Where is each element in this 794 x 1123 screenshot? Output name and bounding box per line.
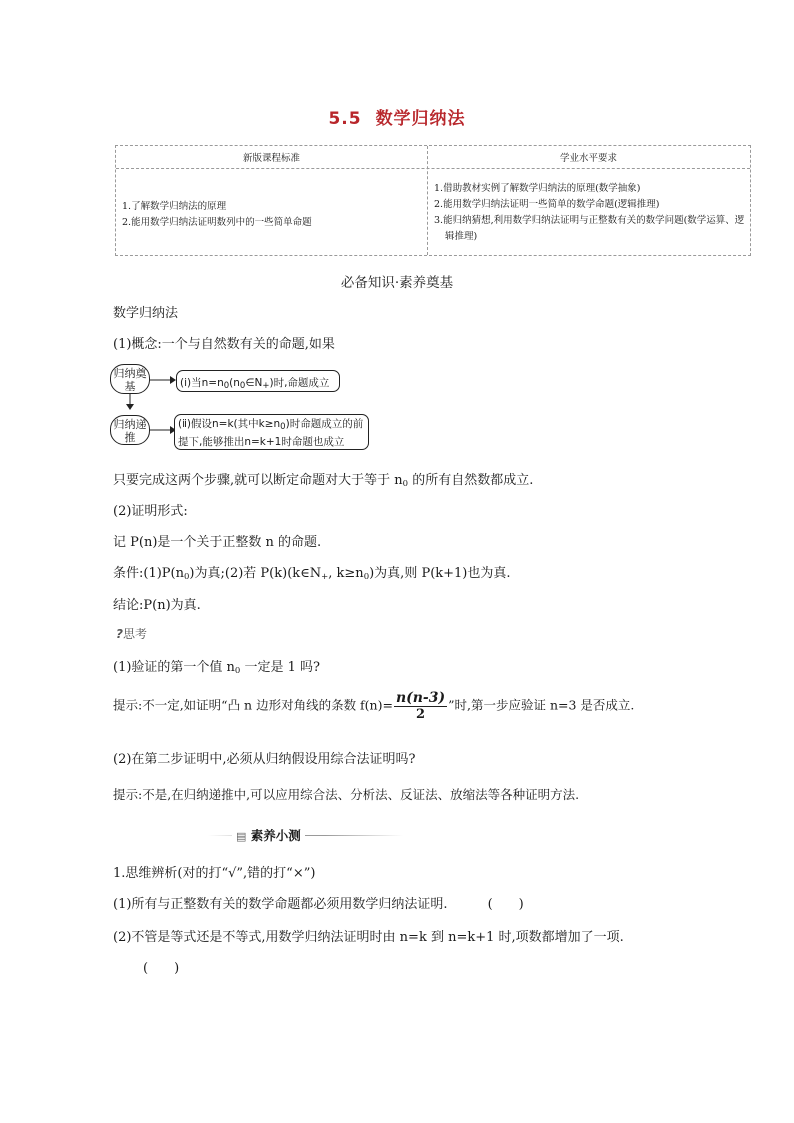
list-item: 1.借助教材实例了解数学归纳法的原理(数学抽象)	[434, 183, 641, 194]
quiz-item-1: (1)所有与正整数有关的数学命题都必须用数学归纳法证明. ( )	[113, 897, 524, 912]
table-horizontal-divider	[116, 168, 750, 169]
topic-heading: 数学归纳法	[113, 306, 179, 321]
form-title: (2)证明形式:	[113, 504, 188, 519]
col2-header: 学业水平要求	[559, 153, 617, 164]
fraction: $\frac{n(n-3)}{2}$	[395, 690, 446, 722]
book-icon: ▤	[236, 830, 247, 843]
form-line-1: 记 P(n)是一个关于正整数 n 的命题.	[113, 535, 322, 550]
form-line-2: 条件$:(1)P(n_0)$为真;(2)若 $P(k)(k\in N_+$, $k\ge n_0$)为真,则 P(k+1)也为真.	[113, 566, 511, 582]
quiz-title: ▤ 素养小测	[232, 826, 305, 844]
think-label: ?思考	[116, 627, 147, 641]
inductive-step-box: (ⅱ)假设n=k(其中$k\ge n_0$)时命题成立的前 提下,能够推出n=k+1时命题也成立	[174, 414, 369, 450]
conclusion-line: 只要完成这两个步骤,就可以断定命题对大于等于 $n_0$ 的所有自然数都成立.	[113, 473, 534, 489]
col1-content	[122, 199, 422, 231]
title-text: 数学归纳法	[375, 109, 466, 129]
col1-header: 新版课程标准	[242, 153, 300, 164]
list-item: 2.能用数学归纳法证明数列中的一些简单命题	[122, 217, 312, 228]
answer-blank[interactable]: ( )	[143, 961, 180, 976]
form-line-3: 结论:P(n)为真.	[113, 598, 201, 613]
col2-content	[434, 181, 746, 245]
quiz-question-1: 1.思维辨析(对的打“√”,错的打“×”)	[113, 866, 316, 881]
concept-line: (1)概念:一个与自然数有关的命题,如果	[113, 337, 335, 352]
section-number: 5.5	[328, 109, 362, 129]
list-item: 1.了解数学归纳法的原理	[122, 201, 227, 212]
question-2: (2)在第二步证明中,必须从归纳假设用综合法证明吗?	[113, 752, 416, 767]
section-title: 必备知识·素养奠基	[340, 275, 454, 291]
quiz-item-2: (2)不管是等式还是不等式,用数学归纳法证明时由 n=k 到 n=k+1 时,项数都增加了一项.	[113, 930, 624, 945]
node-inductive-step: 归纳递推	[110, 415, 150, 445]
node-base-step: 归纳奠基	[110, 364, 150, 394]
page-title	[0, 104, 794, 129]
question-icon: ?	[116, 627, 123, 641]
question-1: (1)验证的第一个值 $n_0$ 一定是 1 吗?	[113, 660, 320, 676]
hint-1: 提示:不一定,如证明“凸 n 边形对角线的条数 f(n)= $\frac{n(n-3)}{2}$ ”时,第一步应验证 n=3 是否成立.	[113, 690, 635, 722]
list-item: 2.能用数学归纳法证明一些简单的数学命题(逻辑推理)	[434, 199, 660, 210]
hint-2: 提示:不是,在归纳递推中,可以应用综合法、分析法、反证法、放缩法等各种证明方法.	[113, 787, 580, 802]
standards-table	[115, 145, 751, 256]
answer-blank[interactable]: ( )	[487, 897, 524, 912]
list-item: 3.能归纳猜想,利用数学归纳法证明与正整数有关的数学问题(数学运算、逻辑推理)	[434, 215, 745, 242]
base-step-box: (ⅰ)当$n=n_0(n_0\in N_+)$时,命题成立	[176, 370, 340, 392]
